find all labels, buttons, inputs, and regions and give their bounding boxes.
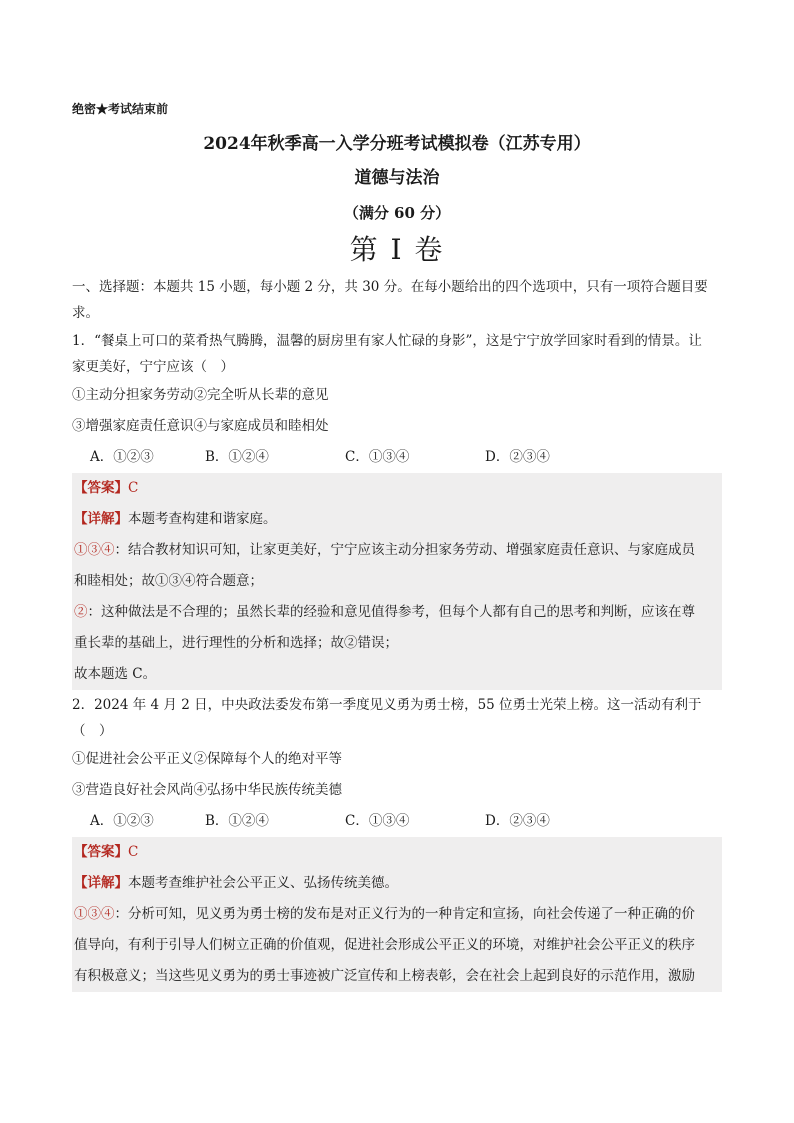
question-2 xyxy=(72,692,722,992)
exam-title: 2024年秋季高一入学分班考试模拟卷（江苏专用） xyxy=(203,134,591,154)
question-1-explanation-2 xyxy=(72,597,722,659)
section-intro xyxy=(72,274,722,326)
volume-title: 第 I 卷 xyxy=(349,233,445,266)
explanation-mark: ①③④ xyxy=(74,906,115,922)
full-score: （满分 60 分） xyxy=(343,204,451,222)
question-1-stem-line-1: 1．“餐桌上可口的菜肴热气腾腾，温馨的厨房里有家人忙碌的身影”，这是宁宁放学回家时看到的情景。让 xyxy=(72,333,702,349)
question-1-stem xyxy=(72,328,722,380)
question-1-solution xyxy=(72,473,722,690)
answer-value: C xyxy=(128,480,139,496)
question-1-option-a: A．①②③ xyxy=(90,449,154,465)
question-2-stem xyxy=(72,692,722,744)
question-2-options xyxy=(72,806,722,837)
question-2-answer xyxy=(72,837,722,868)
question-1-option-b: B．①②④ xyxy=(205,449,269,465)
question-2-option-c: C．①③④ xyxy=(345,813,410,829)
answer-tag: 【答案】 xyxy=(74,480,128,496)
question-2-items-2: ③营造良好社会风尚④弘扬中华民族传统美德 xyxy=(72,782,342,798)
explanation-text: ：结合教材知识可知，让家更美好，宁宁应该主动分担家务劳动、增强家庭责任意识、与家庭成员 xyxy=(114,542,695,558)
question-1-answer xyxy=(72,473,722,504)
detail-tag: 【详解】 xyxy=(74,511,128,527)
explanation-mark: ② xyxy=(74,604,88,620)
question-1 xyxy=(72,328,722,690)
explanation-mark: ①③④ xyxy=(74,542,115,558)
question-1-detail xyxy=(72,504,722,535)
question-1-option-d: D．②③④ xyxy=(485,449,550,465)
explanation-text: ：分析可知，见义勇为勇士榜的发布是对正义行为的一种肯定和宣扬，向社会传递了一种正确的价 xyxy=(114,906,695,922)
section-intro-line-2: 求。 xyxy=(72,305,99,321)
answer-tag: 【答案】 xyxy=(74,844,128,860)
explanation-text: 值导向，有利于引导人们树立正确的价值观，促进社会形成公平正义的环境，对维护社会公平正义的秩序 xyxy=(74,937,695,953)
question-1-option-c: C．①③④ xyxy=(345,449,410,465)
secret-label: 绝密★考试结束前 xyxy=(72,102,169,116)
question-1-items-2: ③增强家庭责任意识④与家庭成员和睦相处 xyxy=(72,418,329,434)
question-2-detail xyxy=(72,868,722,899)
page-content xyxy=(72,100,722,992)
detail-text: 本题考查维护社会公平正义、弘扬传统美德。 xyxy=(128,875,398,891)
answer-value: C xyxy=(128,844,139,860)
question-2-solution xyxy=(72,837,722,992)
section-intro-line-1: 一、选择题：本题共 15 小题，每小题 2 分，共 30 分。在每小题给出的四个选项中，只有一项符合题目要 xyxy=(72,279,708,295)
explanation-text: 有积极意义；当这些见义勇为的勇士事迹被广泛宣传和上榜表彰，会在社会上起到良好的示范作用，激励 xyxy=(74,968,695,984)
question-2-stem-line-2: （ ） xyxy=(72,723,113,739)
question-1-options xyxy=(72,442,722,473)
question-1-items-1: ①主动分担家务劳动②完全听从长辈的意见 xyxy=(72,387,329,403)
detail-tag: 【详解】 xyxy=(74,875,128,891)
question-2-items-1: ①促进社会公平正义②保障每个人的绝对平等 xyxy=(72,751,342,767)
question-1-explanation-1 xyxy=(72,535,722,597)
question-2-stem-line-1: 2．2024 年 4 月 2 日，中央政法委发布第一季度见义勇为勇士榜，55 位勇士光荣上榜。这一活动有利于 xyxy=(72,697,702,713)
detail-text: 本题考查构建和谐家庭。 xyxy=(128,511,277,527)
question-1-conclusion: 故本题选 C。 xyxy=(74,666,157,682)
question-2-option-a: A．①②③ xyxy=(90,813,154,829)
question-2-explanation-1 xyxy=(72,899,722,992)
question-2-option-b: B．①②④ xyxy=(205,813,269,829)
explanation-text: ：这种做法是不合理的；虽然长辈的经验和意见值得参考，但每个人都有自己的思考和判断，应该在尊 xyxy=(87,604,695,620)
subject-title: 道德与法治 xyxy=(354,168,440,188)
explanation-text: 重长辈的基础上，进行理性的分析和选择；故②错误； xyxy=(74,635,398,651)
question-1-stem-line-2: 家更美好，宁宁应该（ ） xyxy=(72,359,234,375)
question-2-option-d: D．②③④ xyxy=(485,813,550,829)
explanation-text: 和睦相处；故①③④符合题意； xyxy=(74,573,263,589)
